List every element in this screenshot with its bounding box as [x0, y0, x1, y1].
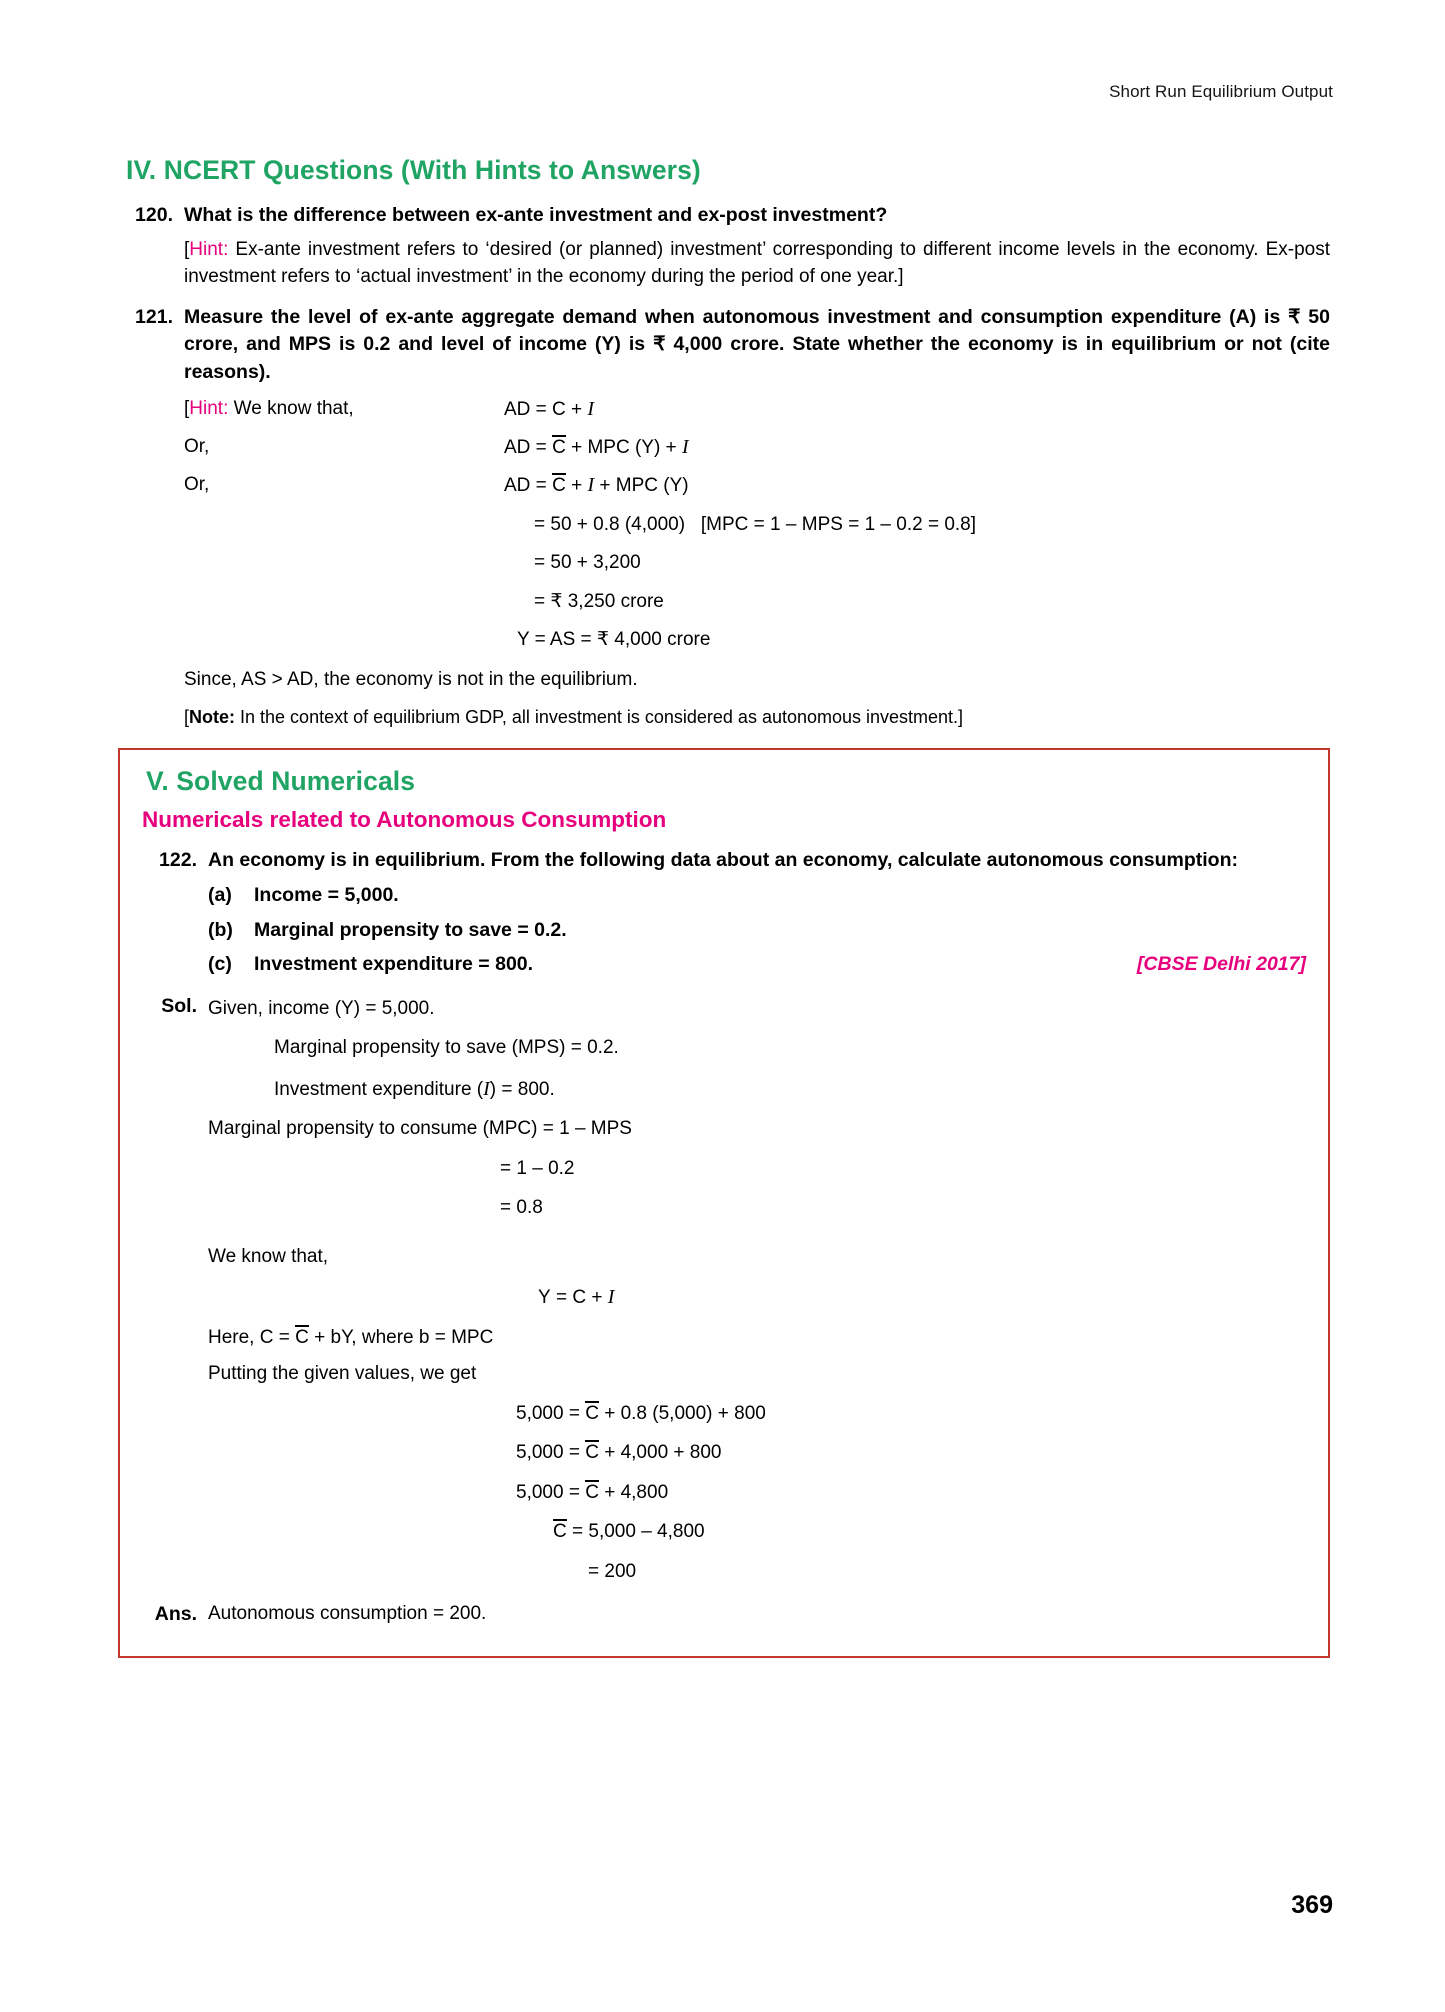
q121-or-1: Or,: [184, 435, 210, 457]
hint-label: Hint:: [189, 397, 229, 419]
calc-1-post: + 0.8 (5,000) + 800: [598, 1402, 766, 1424]
question-122: [142, 847, 1306, 979]
q121-calc-2: = 50 + 3,200: [534, 552, 641, 574]
calc-2-post: + 4,000 + 800: [598, 1442, 722, 1464]
sol-line-9-post: + bY, where b = MPC: [308, 1326, 494, 1348]
symbol-investment: I: [587, 397, 595, 420]
item-text: Marginal propensity to save = 0.2.: [254, 918, 567, 941]
c-bar-symbol: C: [585, 1442, 599, 1464]
question-121-number: 121.: [135, 305, 173, 328]
c-bar-symbol: C: [552, 436, 566, 458]
item-text: Income = 5,000.: [254, 883, 399, 906]
symbol-investment: I: [483, 1077, 490, 1100]
sol-line-4: Marginal propensity to consume (MPC) = 1 – MPS: [208, 1118, 632, 1140]
answer-label: Ans.: [154, 1603, 197, 1626]
q121-note: [184, 704, 1330, 730]
sol-line-6: = 0.8: [500, 1197, 543, 1219]
sol-calc-2: [208, 1439, 1306, 1468]
question-120-number: 120.: [135, 204, 173, 226]
symbol-investment: I: [587, 473, 595, 496]
calc-3-post: + 4,800: [598, 1481, 669, 1503]
question-122-number: 122.: [159, 849, 197, 872]
item-text: [254, 951, 1306, 979]
sol-line-10: Putting the given values, we get: [208, 1363, 477, 1385]
calc-2-pre: 5,000 =: [516, 1442, 586, 1464]
sol-calc-4: [208, 1518, 1306, 1547]
q121-equation-1: AD = C + I: [504, 397, 595, 420]
c-bar-symbol: C: [585, 1481, 599, 1503]
note-label: Note:: [189, 707, 236, 728]
sol-line-3-post: ) = 800.: [489, 1078, 555, 1100]
calc-4-post: = 5,000 – 4,800: [566, 1521, 705, 1543]
section-v-subheading: Numericals related to Autonomous Consumption: [142, 807, 667, 833]
item-letter: (a): [208, 883, 232, 906]
note-text: In the context of equilibrium GDP, all investment is considered as autonomous investment.]: [235, 707, 964, 728]
page-content: [118, 155, 1330, 1658]
source-citation: [CBSE Delhi 2017]: [1136, 953, 1306, 976]
hint-label: Hint:: [189, 238, 229, 260]
calc-3-pre: 5,000 =: [516, 1481, 586, 1503]
symbol-investment: I: [607, 1286, 615, 1309]
note-open-bracket: [: [184, 707, 190, 728]
question-120: [118, 202, 1330, 291]
question-122-stem: An economy is in equilibrium. From the following data about an economy, calculate autonomous consumption:: [208, 849, 1238, 872]
sol-line-5: = 1 – 0.2: [500, 1157, 575, 1179]
solution-label: Sol.: [161, 994, 197, 1017]
symbol-investment: I: [681, 435, 689, 458]
sol-calc-3: [208, 1479, 1306, 1508]
q121-calc-1-expr: = 50 + 0.8 (4,000): [534, 513, 686, 535]
q121-since: Since, AS > AD, the economy is not in the equilibrium.: [184, 668, 638, 690]
item-text-value: Investment expenditure = 800.: [254, 953, 534, 976]
q121-calc-3: = ₹ 3,250 crore: [534, 590, 664, 612]
section-iv-heading: IV. NCERT Questions (With Hints to Answers): [126, 155, 701, 185]
hint-text: Ex-ante investment refers to ‘desired (or planned) investment’ corresponding to different income levels in the economy. Ex-post investment refers to ‘actual investment’ in the economy during the period of one year.]: [184, 238, 1330, 288]
answer-block: [142, 1600, 1306, 1629]
sol-line-3: [208, 1074, 1306, 1105]
section-v-heading: V. Solved Numericals: [146, 766, 416, 797]
solution-block: [142, 992, 1306, 1587]
q121-equation-3: AD = C + I + MPC (Y): [504, 473, 689, 496]
solved-numericals-box: [118, 748, 1330, 1658]
c-bar-symbol: C: [553, 1521, 567, 1543]
running-head: Short Run Equilibrium Output: [1109, 82, 1333, 101]
sol-calc-5: = 200: [588, 1560, 637, 1582]
sol-line-3-pre: Investment expenditure (: [274, 1078, 484, 1100]
item-letter: (b): [208, 918, 233, 941]
hint-lead-text: We know that,: [228, 397, 354, 419]
q121-or-2: Or,: [184, 473, 210, 495]
answer-text: Autonomous consumption = 200.: [208, 1603, 487, 1625]
item-letter: (c): [208, 953, 232, 976]
sol-line-9: [208, 1324, 1306, 1353]
q121-calc-4: Y = AS = ₹ 4,000 crore: [517, 629, 711, 651]
q121-calc-1: [184, 510, 1330, 539]
calc-1-pre: 5,000 =: [516, 1402, 586, 1424]
hint-open-bracket: [: [184, 397, 190, 419]
list-item: [208, 882, 1306, 910]
c-bar-symbol: C: [295, 1326, 309, 1348]
c-bar-symbol: C: [552, 474, 566, 496]
page-number: 369: [1291, 1891, 1333, 1919]
sol-line-2: Marginal propensity to save (MPS) = 0.2.: [274, 1037, 619, 1059]
q121-hint-lead: [184, 394, 504, 425]
sol-calc-1: [208, 1400, 1306, 1429]
list-item: [208, 917, 1306, 945]
q121-equation-2: AD = C + MPC (Y) + I: [504, 435, 689, 458]
question-120-hint: [184, 236, 1330, 291]
q121-hint-row-1: [184, 394, 1330, 425]
q121-calc-1-note: [MPC = 1 – MPS = 1 – 0.2 = 0.8]: [700, 513, 977, 535]
question-121-stem: Measure the level of ex-ante aggregate demand when autonomous investment and consumption expenditure (A) is ₹ 50 crore, and MPS is 0.2 and level of income (Y) is ₹ 4,000 crore. State whether the economy is in equilibrium or not (cite reasons).: [184, 305, 1330, 384]
c-bar-symbol: C: [585, 1402, 599, 1424]
list-item: [208, 951, 1306, 979]
sol-line-1: Given, income (Y) = 5,000.: [208, 997, 435, 1019]
question-120-stem: What is the difference between ex-ante investment and ex-post investment?: [184, 204, 888, 226]
sol-line-9-pre: Here, C =: [208, 1326, 296, 1348]
sol-line-7: We know that,: [208, 1245, 329, 1267]
q121-hint-row-2: [184, 432, 1330, 463]
hint-open-bracket: [: [184, 238, 190, 260]
question-121: [118, 304, 1330, 730]
sol-line-8: Y = C + I: [538, 1286, 615, 1309]
q121-hint-row-3: [184, 470, 1330, 501]
